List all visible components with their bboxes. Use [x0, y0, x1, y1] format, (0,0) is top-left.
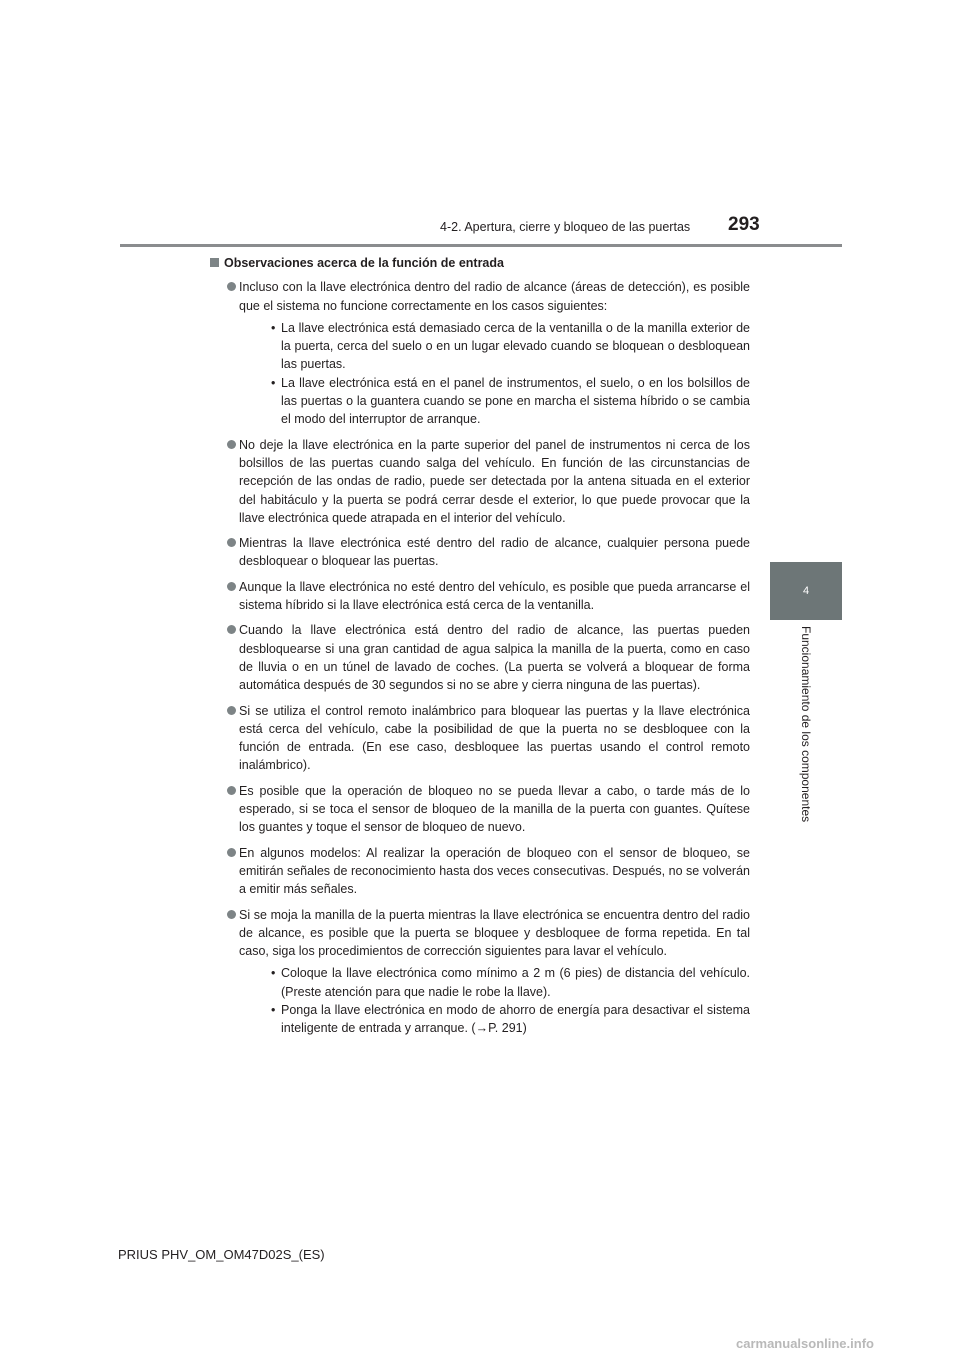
circle-bullet-icon: [227, 848, 236, 857]
sub-list-item: [268, 374, 750, 429]
sub-list: [268, 964, 750, 1037]
list-item-text: En algunos modelos: Al realizar la operación de bloqueo con el sensor de bloqueo, se emitirán señales de reconocimiento hasta dos veces consecutivas. Después, no se volverán a emitir más señales.: [239, 845, 750, 897]
section-heading-text: Observaciones acerca de la función de entrada: [224, 256, 504, 270]
circle-bullet-icon: [227, 582, 236, 591]
dot-icon: •: [271, 375, 276, 390]
header-divider: [120, 244, 842, 247]
list-item-text: Incluso con la llave electrónica dentro del radio de alcance (áreas de detección), es posible que el sistema no funcione correctamente en los casos siguientes:: [239, 280, 750, 313]
sub-list-item-text: Ponga la llave electrónica en modo de ahorro de energía para desactivar el sistema inteligente de entrada y arranque. (→P. 291): [281, 1002, 750, 1036]
list-item: [210, 534, 750, 571]
list-item-text: Cuando la llave electrónica está dentro del radio de alcance, las puertas pueden desbloquearse si una gran cantidad de agua salpica la manilla de la puerta, como en caso de lluvia o en un túnel de lavado de coches. (La puerta se volverá a bloquear de forma automática después de 30 segundos si no se abre y cierra ninguna de las puertas).: [239, 623, 750, 693]
chapter-label-container: [770, 620, 842, 850]
chapter-tab: 4: [770, 562, 842, 620]
circle-bullet-icon: [227, 625, 236, 634]
document-id: PRIUS PHV_OM_OM47D02S_(ES): [118, 1247, 325, 1262]
list-item-text: Mientras la llave electrónica esté dentro del radio de alcance, cualquier persona puede desbloquear o bloquear las puertas.: [239, 536, 750, 569]
list-item-text: Si se utiliza el control remoto inalámbrico para bloquear las puertas y la llave electrónica está cerca del vehículo, cabe la posibilidad de que la puerta no se desbloquee con la función de entrada. (En ese caso, desbloquee las puertas usando el control remoto inalámbrico).: [239, 703, 750, 773]
list-item-text: Si se moja la manilla de la puerta mientras la llave electrónica se encuentra dentro del radio de alcance, es posible que la puerta se bloquee y desbloquee de forma repetida. En tal caso, siga los procedimientos de corrección siguientes para lavar el vehículo.: [239, 907, 750, 959]
dot-icon: •: [271, 320, 276, 335]
page-number: 293: [728, 214, 760, 235]
watermark: carmanualsonline.info: [736, 1336, 874, 1351]
circle-bullet-icon: [227, 706, 236, 715]
sub-list-item-text: La llave electrónica está en el panel de instrumentos, el suelo, o en los bolsillos de las puertas o la guantera cuando se pone en marcha el sistema híbrido o se cambia el modo del interruptor de arranque.: [281, 375, 750, 427]
sub-list-item: [268, 319, 750, 374]
dot-icon: •: [271, 966, 276, 981]
sub-list-item-text: La llave electrónica está demasiado cerca de la ventanilla o de la manilla exterior de la puerta, cerca del suelo o en un lugar elevado cuando se bloquean o desbloquean las puertas.: [281, 320, 750, 372]
sub-list: [268, 319, 750, 429]
list-item: [210, 702, 750, 775]
circle-bullet-icon: [227, 440, 236, 449]
sub-list-item: [268, 1001, 750, 1038]
circle-bullet-icon: [227, 282, 236, 291]
circle-bullet-icon: [227, 786, 236, 795]
list-item-text: Es posible que la operación de bloqueo no se pueda llevar a cabo, o tarde más de lo esperado, si se toca el sensor de bloqueo de la manilla de la puerta con guantes. Quítese los guantes y toque el sensor de bloqueo de nuevo.: [239, 783, 750, 835]
circle-bullet-icon: [227, 538, 236, 547]
chapter-label: Funcionamiento de los componentes: [799, 626, 813, 823]
list-item: [210, 278, 750, 428]
list-item: [210, 844, 750, 899]
dot-icon: •: [271, 1002, 276, 1017]
list-item: [210, 578, 750, 615]
square-bullet-icon: [210, 258, 219, 267]
list-item: [210, 906, 750, 1038]
main-content: [210, 254, 750, 1045]
list-item-text: Aunque la llave electrónica no esté dentro del vehículo, es posible que pueda arrancarse el sistema híbrido si la llave electrónica está cerca de la ventanilla.: [239, 579, 750, 613]
list-item: [210, 621, 750, 694]
sub-list-item: [268, 964, 750, 1001]
section-heading: [210, 254, 750, 272]
list-item-text: No deje la llave electrónica en la parte superior del panel de instrumentos ni cerca de los bolsillos de las puertas cuando salga del vehículo. En función de las circunstancias de recepción de las ondas de radio, puede ser detectada por la antena situada en el exterior del habitáculo y la puerta se podrá cerrar desde el exterior, lo que puede provocar que la llave electrónica quede atrapada en el interior del vehículo.: [239, 437, 750, 525]
sub-list-item-text: Coloque la llave electrónica como mínimo a 2 m (6 pies) de distancia del vehículo. (Preste atención para que nadie le robe la llave).: [281, 966, 750, 999]
list-item: [210, 782, 750, 837]
running-header: 4-2. Apertura, cierre y bloqueo de las puertas: [440, 220, 691, 234]
list-item: [210, 436, 750, 527]
circle-bullet-icon: [227, 910, 236, 919]
